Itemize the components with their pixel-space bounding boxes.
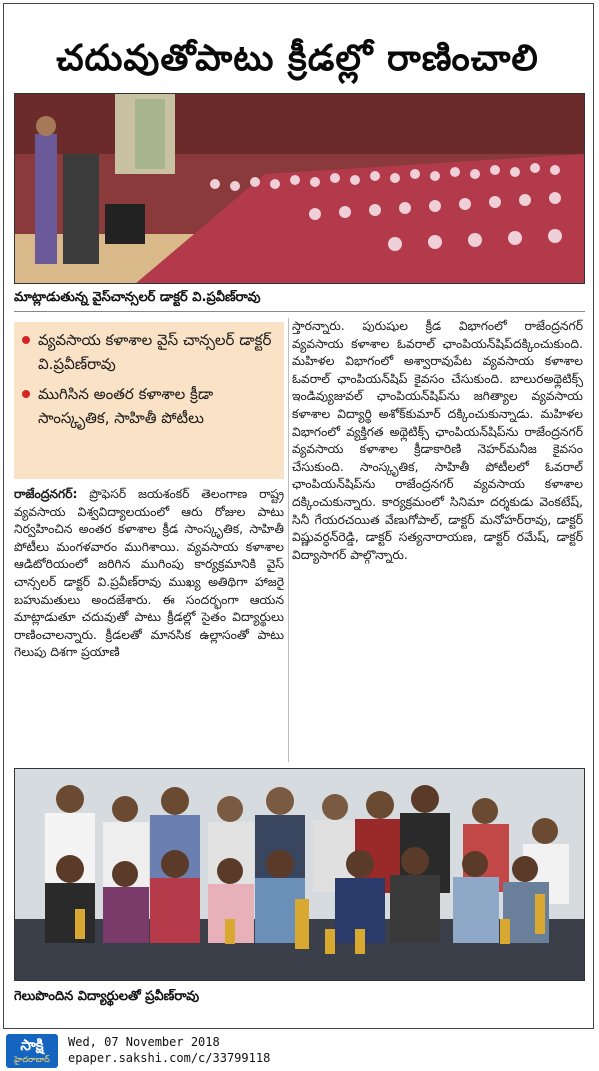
article-body-left: ప్రొఫెసర్‌ జయశంకర్‌ తెలంగాణ రాష్ట్ర వ్యవసాయ విశ్వవిద్యాలయంలో ఆరు రోజుల పాటు నిర్వహించిన అంతర కళాశాల క్రీడ సాంస్కృతిక, సాహితీ పోటీలు మంగళవారం ముగిశాయి. వ్యవసాయ కళాశాల ఆడిటోరియంలో జరిగిన ముగింపు కార్యక్రమానికి వైస్‌ చాన్సలర్‌ డాక్టర్‌ వి.ప్రవీణ్‌రావు ముఖ్య అతిథిగా హాజరై బహుమతులు అందజేశారు. ఈ సందర్భంగా ఆయన మాట్లాడుతూ చదువుతో పాటు క్రీడల్లో సైతం విద్యార్థులు రాణించాలన్నారు. క్రీడలతో మానసిక ఉల్లాసంతో పాటు గెలుపు దిశగా ప్రయాణి	[14, 487, 284, 660]
column-divider	[288, 318, 289, 762]
photo2-caption: గెలుపొందిన విద్యార్థులతో ప్రవీణ్‌రావు	[14, 989, 200, 1004]
auditorium-photo	[14, 93, 585, 284]
highlight-item	[22, 382, 278, 430]
edition-date: Wed, 07 November 2018	[68, 1035, 220, 1049]
highlights-box	[14, 322, 284, 479]
divider	[14, 311, 585, 312]
highlight-text: ముగిసిన అంతర కళాశాల క్రీడా సాంస్కృతిక, సాహితీ పోటీలు	[38, 385, 214, 427]
sakshi-logo	[6, 1034, 58, 1068]
group-photo	[14, 768, 585, 981]
dateline: రాజేంద్రనగర్‌:	[14, 487, 78, 501]
article-column-left	[14, 486, 284, 762]
epaper-url[interactable]: epaper.sakshi.com/c/33799118	[68, 1051, 271, 1065]
headline: చదువుతోపాటు క్రీడల్లో రాణించాలి	[56, 38, 539, 79]
highlight-item	[22, 328, 278, 376]
article-body-right: స్తారన్నారు. పురుషుల క్రీడ విభాగంలో రాజేంద్రనగర్‌ వ్యవసాయ కళాశాల ఓవరాల్‌ ఛాంపియన్‌షిప్‌దక్కించుకుంది. మహిళల విభాగంలో అశ్వారావుపేట వ్యవసాయ కళాశాల ఓవరాల్‌ ఛాంపియన్‌షిప్‌ కైవసం చేసుకుంది. బాలురఅథ్లెటిక్స్‌ ఇండివ్యుజువల్‌ ఛాంపియన్‌షిప్‌ను జగిత్యాల వ్యవసాయ కళాశాల విద్యార్థి అశోక్‌కుమార్‌ దక్కించుకున్నాడు. మహిళల విభాగంలో వ్యక్తిగత అథ్లెటిక్స్‌ ఛాంపియన్‌షిప్‌ను రాజేంద్రనగర్‌ వ్యవసాయ కళాశాల క్రీడాకారిణి నెహర్‌మనీజ కైవసం చేసుకుంది. సాంస్కృతిక, సాహితీ పోటీలలో ఓవరాల్‌ ఛాంపియన్‌షిప్‌ను రాజేంద్రనగర్‌ వ్యవసాయ కళాశాల దక్కించుకున్నారు. కార్యక్రమంలో సినిమా దర్శకుడు వెంకటేష్‌, సినీ గేయరచయిత వేణుగోపాల్‌, డాక్టర్‌ మనోహర్‌రావు, డాక్టర్‌ విష్ణువర్ధన్‌రెడ్డి, డాక్టర్‌ సత్యనారాయణ, డాక్టర్‌ రమేష్‌, డాక్టర్‌ విద్యాసాగర్‌ పాల్గొన్నారు.	[292, 319, 583, 562]
footer	[0, 1031, 599, 1071]
photo1-caption: మాట్లాడుతున్న వైస్‌చాన్సలర్‌ డాక్టర్‌ వి.ప్రవీణ్‌రావు	[14, 290, 261, 305]
logo-subtext: హైదరాబాద్	[14, 1055, 50, 1064]
bullet-icon	[22, 390, 30, 398]
bullet-icon	[22, 336, 30, 344]
article-column-right	[292, 318, 583, 762]
logo-text: సాక్షి	[20, 1036, 44, 1054]
highlight-text: వ్యవసాయ కళాశాల వైస్‌ చాన్సలర్‌ డాక్టర్‌ వి.ప్రవీణ్‌రావు	[38, 331, 272, 373]
